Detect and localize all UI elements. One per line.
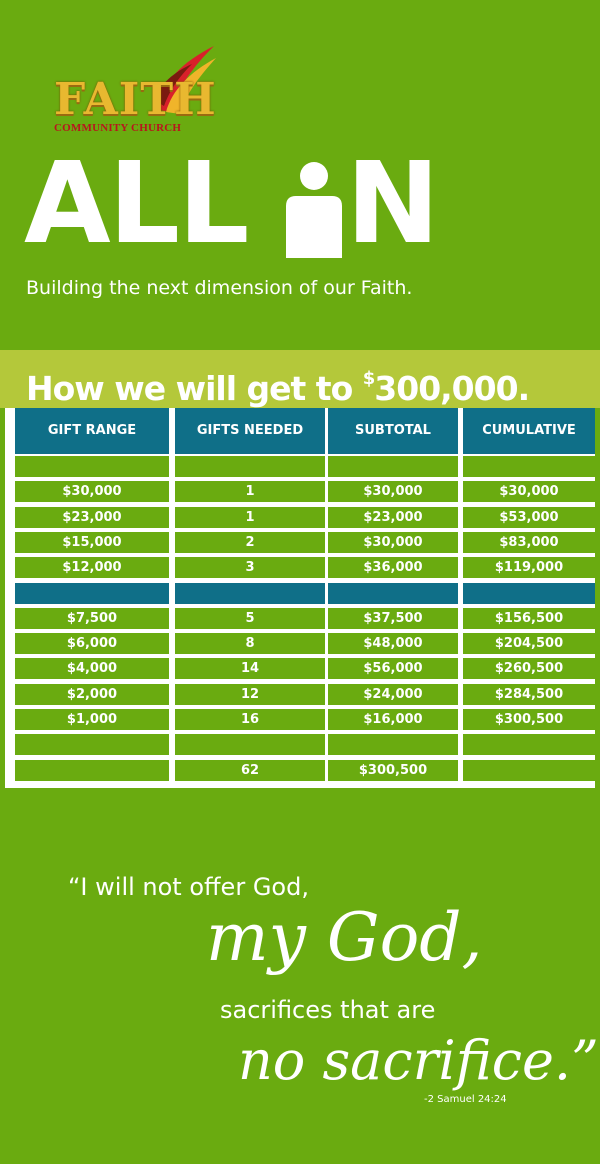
headline-n: N <box>346 139 440 269</box>
cell-gift-range: $7,500 <box>15 608 169 629</box>
cell-gift-range: $4,000 <box>15 658 169 679</box>
cell-subtotal: $48,000 <box>328 633 458 654</box>
church-logo <box>52 44 222 136</box>
cell-subtotal: $36,000 <box>328 557 458 578</box>
cell-subtotal <box>328 456 458 477</box>
quote-line-1: “I will not offer God, <box>68 873 309 901</box>
person-icon <box>282 162 346 258</box>
cell-cumulative <box>463 734 595 755</box>
cell-gifts-needed: 3 <box>175 557 325 578</box>
cell-subtotal: $23,000 <box>328 507 458 528</box>
cell-cumulative: $300,500 <box>463 709 595 730</box>
cell-gift-range: $15,000 <box>15 532 169 553</box>
cell-gift-range <box>15 734 169 755</box>
cell-gift-range <box>15 583 169 604</box>
cell-cumulative: $119,000 <box>463 557 595 578</box>
cell-cumulative <box>463 760 595 781</box>
cell-cumulative: $156,500 <box>463 608 595 629</box>
cell-subtotal: $37,500 <box>328 608 458 629</box>
goal-banner-text <box>26 356 529 412</box>
quote-reference: -2 Samuel 24:24 <box>424 1094 507 1105</box>
cell-gifts-needed: 62 <box>175 760 325 781</box>
cell-subtotal <box>328 583 458 604</box>
header-cumulative: CUMULATIVE <box>463 408 595 454</box>
cell-gifts-needed: 1 <box>175 481 325 502</box>
cell-cumulative: $83,000 <box>463 532 595 553</box>
cell-gifts-needed: 5 <box>175 608 325 629</box>
goal-prefix: How we will get to <box>26 369 363 408</box>
cell-gifts-needed: 16 <box>175 709 325 730</box>
cell-subtotal: $30,000 <box>328 481 458 502</box>
cell-cumulative <box>463 456 595 477</box>
quote-line-2: my God, <box>206 899 483 976</box>
cell-gifts-needed <box>175 456 325 477</box>
logo-wordmark: FAITH <box>54 74 217 125</box>
gift-table <box>5 408 595 788</box>
cell-gift-range: $23,000 <box>15 507 169 528</box>
cell-cumulative: $53,000 <box>463 507 595 528</box>
cell-gifts-needed <box>175 734 325 755</box>
cell-gift-range <box>15 760 169 781</box>
cell-cumulative: $284,500 <box>463 684 595 705</box>
cell-cumulative: $30,000 <box>463 481 595 502</box>
goal-dollar-sign: $ <box>362 368 375 389</box>
cell-gift-range: $1,000 <box>15 709 169 730</box>
cell-subtotal: $56,000 <box>328 658 458 679</box>
cell-gift-range: $6,000 <box>15 633 169 654</box>
cell-gift-range <box>15 456 169 477</box>
cell-subtotal: $30,000 <box>328 532 458 553</box>
cell-gifts-needed: 14 <box>175 658 325 679</box>
goal-amount: 300,000. <box>374 369 530 408</box>
quote-line-4: no sacrifice.” <box>238 1029 599 1092</box>
cell-subtotal: $24,000 <box>328 684 458 705</box>
cell-gift-range: $12,000 <box>15 557 169 578</box>
cell-gift-range: $2,000 <box>15 684 169 705</box>
cell-cumulative: $260,500 <box>463 658 595 679</box>
cell-gifts-needed <box>175 583 325 604</box>
tagline: Building the next dimension of our Faith. <box>26 277 413 299</box>
cell-gift-range: $30,000 <box>15 481 169 502</box>
header-subtotal: SUBTOTAL <box>328 408 458 454</box>
logo-subtitle: COMMUNITY CHURCH <box>54 122 182 134</box>
cell-subtotal: $16,000 <box>328 709 458 730</box>
header-gifts-needed: GIFTS NEEDED <box>175 408 325 454</box>
cell-subtotal <box>328 734 458 755</box>
header-gift-range: GIFT RANGE <box>15 408 169 454</box>
cell-gifts-needed: 12 <box>175 684 325 705</box>
headline-all: ALL <box>24 139 248 269</box>
cell-cumulative: $204,500 <box>463 633 595 654</box>
cell-cumulative <box>463 583 595 604</box>
cell-gifts-needed: 8 <box>175 633 325 654</box>
quote-line-3: sacrifices that are <box>220 996 436 1024</box>
cell-gifts-needed: 1 <box>175 507 325 528</box>
cell-gifts-needed: 2 <box>175 532 325 553</box>
cell-subtotal: $300,500 <box>328 760 458 781</box>
